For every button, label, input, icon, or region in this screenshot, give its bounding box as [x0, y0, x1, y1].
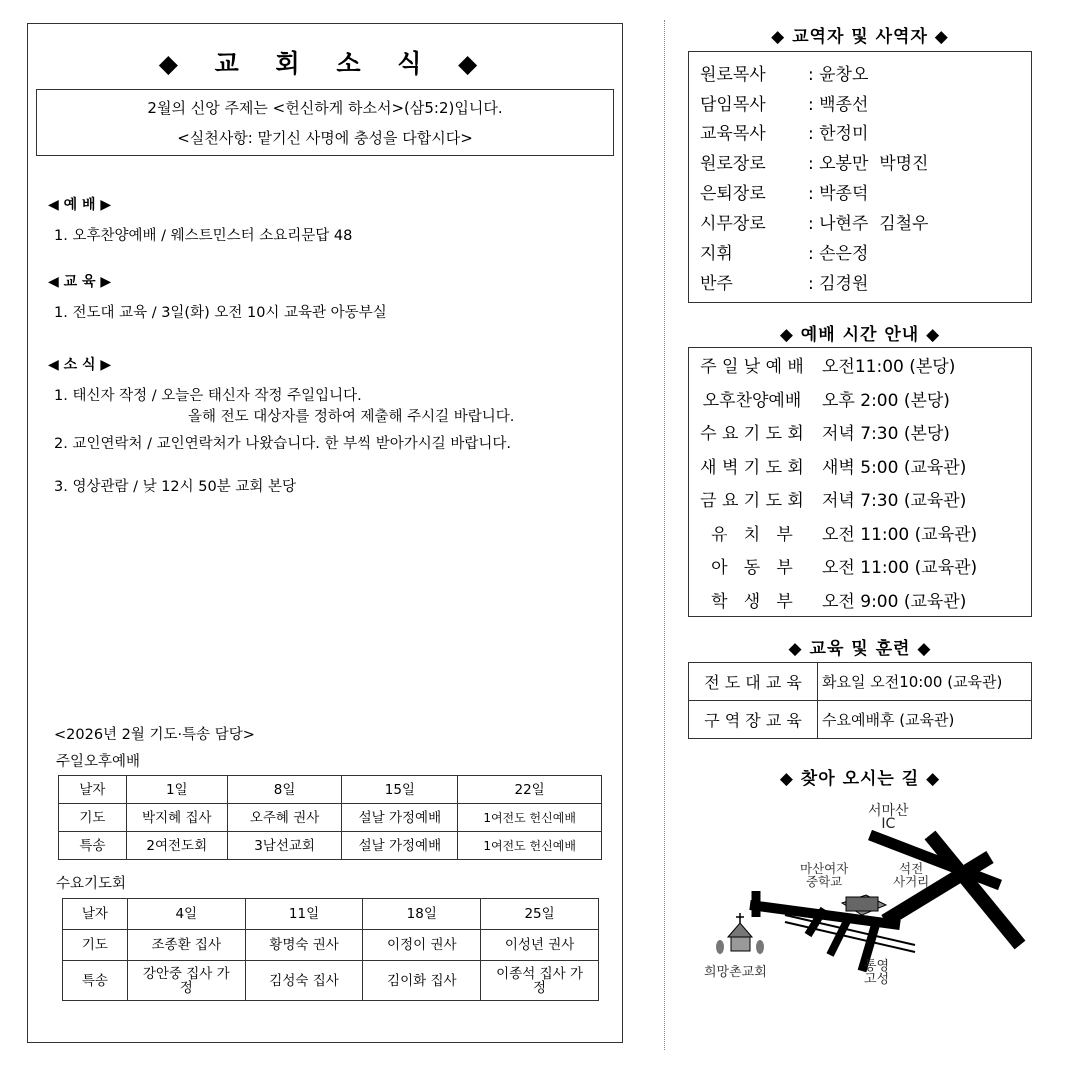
staff-title: ◆ 교역자 및 사역자 ◆: [771, 27, 949, 47]
program-name: 구 역 장 교 육: [689, 701, 818, 739]
table-row: [59, 832, 602, 860]
service-name: 주 일 낮 예 배: [700, 357, 804, 378]
table-row: [59, 804, 602, 832]
table-row: [688, 482, 1032, 516]
table-cell: 기도: [59, 804, 127, 832]
table-cell: 1여전도 헌신예배: [458, 832, 602, 860]
table-cell: 11일: [245, 899, 363, 930]
service-time: 오후 2:00 (본당): [822, 390, 950, 411]
news-section-heading: ◀ 소 식 ▶: [48, 357, 112, 373]
news-item-2: 2. 교인연락처 / 교인연락처가 나왔습니다. 한 부씩 받아가시길 바랍니다.: [54, 436, 512, 452]
wednesday-service-label: 수요기도회: [56, 876, 127, 892]
staff-role: 원로목사: [700, 65, 766, 85]
service-name: 오후찬양예배: [702, 390, 802, 411]
table-cell: 1여전도 헌신예배: [458, 804, 602, 832]
education-table: [688, 662, 1032, 739]
school-building-icon: [842, 895, 886, 915]
junction-label-line2: 사거리: [893, 874, 930, 889]
table-cell: 4일: [127, 899, 245, 930]
education-section-heading: ◀ 교 육 ▶: [48, 274, 112, 290]
service-time: 오전11:00 (본당): [822, 357, 956, 378]
wednesday-duty-table: [62, 898, 599, 1001]
worship-item: 1. 오후찬양예배 / 웨스트민스터 소요리문답 48: [54, 228, 353, 244]
table-row: [688, 549, 1032, 583]
school-label-line2: 중학교: [806, 874, 843, 889]
south-label-line2: 고성: [864, 972, 890, 987]
program-name: 전 도 대 교 육: [689, 663, 818, 701]
school-label-line1: 마산여자: [800, 861, 849, 876]
table-cell: 설날 가정예배: [342, 832, 458, 860]
staff-name: : 손은정: [808, 244, 869, 264]
staff-role: 담임목사: [700, 95, 766, 115]
ic-label: [868, 805, 909, 831]
service-time: 오전 9:00 (교육관): [822, 591, 967, 612]
staff-row: [700, 179, 868, 204]
staff-name: : 김경원: [808, 274, 869, 294]
practice-line: <실천사항: 맡기신 사명에 충성을 다합시다>: [177, 129, 473, 147]
staff-row: [700, 149, 928, 174]
school-label: [800, 862, 848, 888]
staff-role: 시무장로: [700, 214, 766, 234]
service-name: 학 생 부: [711, 591, 793, 612]
church-news-title: ◆ 교 회 소 식 ◆: [158, 49, 492, 78]
junction-label: [893, 862, 929, 888]
table-cell: 15일: [342, 776, 458, 804]
church-icon: [716, 913, 764, 954]
table-cell: 18일: [363, 899, 481, 930]
sunday-duty-table: [58, 775, 602, 860]
staff-role: 지휘: [700, 244, 733, 264]
table-row: [688, 382, 1032, 416]
staff-row: [700, 269, 868, 294]
table-cell: 김이화 집사: [363, 961, 481, 1001]
table-cell: 설날 가정예배: [342, 804, 458, 832]
table-header-row: [59, 776, 602, 804]
sunday-service-label: 주일오후예배: [56, 754, 141, 770]
staff-box: [688, 51, 1032, 303]
table-cell: 3남선교회: [227, 832, 342, 860]
service-name: 새 벽 기 도 회: [700, 457, 804, 478]
staff-row: [700, 60, 868, 85]
news-item-1: 1. 태신자 작정 / 오늘은 태신자 작정 주일입니다.: [54, 388, 362, 404]
service-time: 저녁 7:30 (본당): [822, 424, 950, 445]
staff-row: [700, 209, 928, 234]
table-cell: 날자: [59, 776, 127, 804]
table-row: [688, 583, 1032, 617]
table-cell: 특송: [59, 832, 127, 860]
table-cell: 기도: [63, 930, 128, 961]
table-cell: 2여전도회: [126, 832, 227, 860]
table-cell: 22일: [458, 776, 602, 804]
table-row: [689, 663, 1032, 701]
program-time: 수요예배후 (교육관): [818, 701, 1032, 739]
table-row: [688, 449, 1032, 483]
column-divider: [664, 20, 665, 1050]
table-cell: 이성년 권사: [481, 930, 599, 961]
table-row: [689, 701, 1032, 739]
staff-row: [700, 239, 868, 264]
table-cell: 황명숙 권사: [245, 930, 363, 961]
staff-name: : 백종선: [808, 95, 869, 115]
staff-name: : 나현주 김철우: [808, 214, 929, 234]
staff-row: [700, 90, 868, 115]
staff-name: : 박종덕: [808, 184, 869, 204]
staff-name: : 윤창오: [808, 65, 869, 85]
table-cell: 강안중 집사 가정: [127, 961, 245, 1001]
junction-label-line1: 석전: [899, 861, 924, 876]
monthly-theme-box: [36, 89, 614, 156]
service-name: 유 치 부: [711, 524, 793, 545]
staff-name: : 오봉만 박명진: [808, 154, 929, 174]
monthly-theme-line: 2월의 신앙 주제는 <헌신하게 하소서>(삼5:2)입니다.: [147, 99, 503, 117]
service-name: 수 요 기 도 회: [700, 424, 804, 445]
table-cell: 날자: [63, 899, 128, 930]
table-row: [688, 415, 1032, 449]
service-name: 금 요 기 도 회: [700, 491, 804, 512]
staff-row: [700, 119, 868, 144]
table-cell: 25일: [481, 899, 599, 930]
staff-role: 은퇴장로: [700, 184, 766, 204]
table-cell: 1일: [126, 776, 227, 804]
service-time: 오전 11:00 (교육관): [822, 524, 978, 545]
service-time: 새벽 5:00 (교육관): [822, 457, 967, 478]
table-row: [63, 961, 599, 1001]
table-cell: 오주혜 권사: [227, 804, 342, 832]
service-time: 저녁 7:30 (교육관): [822, 491, 967, 512]
south-label-line1: 통영: [864, 959, 890, 974]
table-row: [688, 348, 1032, 382]
table-cell: 이정이 권사: [363, 930, 481, 961]
education-title: ◆ 교육 및 훈련 ◆: [788, 639, 932, 659]
service-name: 아 동 부: [711, 558, 793, 579]
directions-title: ◆ 찾아 오시는 길 ◆: [779, 769, 941, 789]
ic-label-line2: IC: [881, 816, 896, 832]
table-cell: 이종석 집사 가정: [481, 961, 599, 1001]
south-label: [864, 960, 889, 986]
staff-role: 교육목사: [700, 124, 766, 144]
table-row: [63, 930, 599, 961]
worship-time-table: [688, 348, 1032, 616]
table-cell: 조종환 집사: [127, 930, 245, 961]
table-cell: 박지혜 집사: [126, 804, 227, 832]
staff-name: : 한정미: [808, 124, 869, 144]
program-time: 화요일 오전10:00 (교육관): [818, 663, 1032, 701]
local-road: [750, 891, 915, 974]
table-cell: 특송: [63, 961, 128, 1001]
service-time: 오전 11:00 (교육관): [822, 558, 978, 579]
worship-section-heading: ◀ 예 배 ▶: [48, 197, 112, 213]
education-item: 1. 전도대 교육 / 3일(화) 오전 10시 교육관 아동부실: [54, 305, 387, 321]
worship-time-title: ◆ 예배 시간 안내 ◆: [779, 325, 941, 345]
staff-role: 반주: [700, 274, 733, 294]
ic-label-line1: 서마산: [868, 803, 909, 819]
table-header-row: [63, 899, 599, 930]
staff-role: 원로장로: [700, 154, 766, 174]
news-item-3: 3. 영상관람 / 낮 12시 50분 교회 본당: [54, 479, 296, 495]
duty-title: <2026년 2월 기도·특송 담당>: [54, 727, 255, 743]
news-item-1-continued: 올해 전도 대상자를 정하여 제출해 주시길 바랍니다.: [188, 409, 515, 425]
table-cell: 8일: [227, 776, 342, 804]
table-row: [688, 516, 1032, 550]
table-cell: 김성숙 집사: [245, 961, 363, 1001]
church-label: 희망촌교회: [704, 965, 767, 980]
